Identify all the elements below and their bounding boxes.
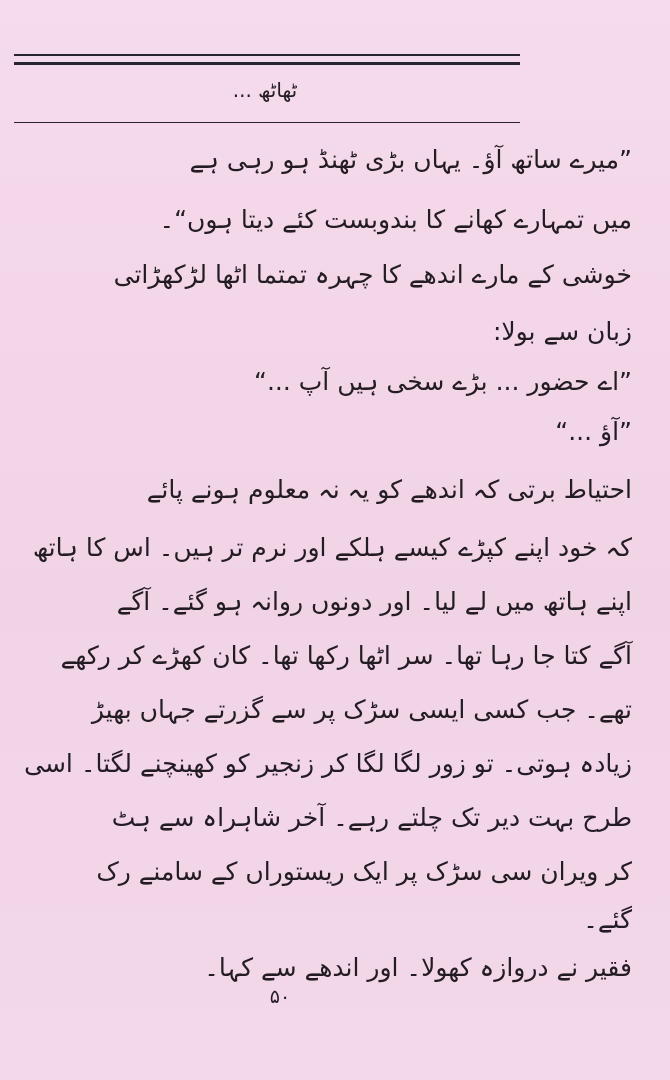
text-line: ”میرے ساتھ آؤ۔ یہاں بڑی ٹھنڈ ہو رہی ہے [189,145,632,174]
header-rule-bottom [14,122,520,123]
running-header-title: ٹھاٹھ ... [232,78,298,102]
text-line: آگے کتا جا رہا تھا۔ سر اٹھا رکھا تھا۔ کان کھڑے کر رکھے [60,641,632,670]
header-rule-top [14,54,520,56]
text-line: زبان سے بولا: [492,317,632,346]
text-line: زیادہ ہوتی۔ تو زور لگا لگا کر زنجیر کو کھینچنے لگتا۔ اسی [24,749,632,778]
text-line: ”اے حضور ... بڑے سخی ہیں آپ ...“ [254,367,632,396]
text-line: اپنے ہاتھ میں لے لیا۔ اور دونوں روانہ ہو گئے۔ آگے [116,587,632,616]
text-line: طرح بہت دیر تک چلتے رہے۔ آخر شاہراہ سے ہٹ [111,803,632,832]
text-line: خوشی کے مارے اندھے کا چہرہ تمتما اٹھا لڑکھڑاتی [113,260,632,289]
page-number: ۵۰ [269,986,291,1008]
text-line: ”آؤ ...“ [555,417,632,446]
text-line: کر ویران سی سڑک پر ایک ریستوراں کے سامنے رک [96,857,632,886]
text-line: احتیاط برتی کہ اندھے کو یہ نہ معلوم ہونے پائے [146,475,632,504]
text-line: کہ خود اپنے کپڑے کیسے ہلکے اور نرم تر ہیں۔ اس کا ہاتھ [32,533,632,562]
text-line: فقیر نے دروازہ کھولا۔ اور اندھے سے کہا۔ [204,953,632,982]
header-rule-top-thick [14,62,520,65]
text-line: میں تمہارے کھانے کا بندوبست کئے دیتا ہوں“۔ [159,205,632,234]
text-line: گئے۔ [583,905,632,934]
text-line: تھے۔ جب کسی ایسی سڑک پر سے گزرتے جہاں بھیڑ [91,695,632,724]
